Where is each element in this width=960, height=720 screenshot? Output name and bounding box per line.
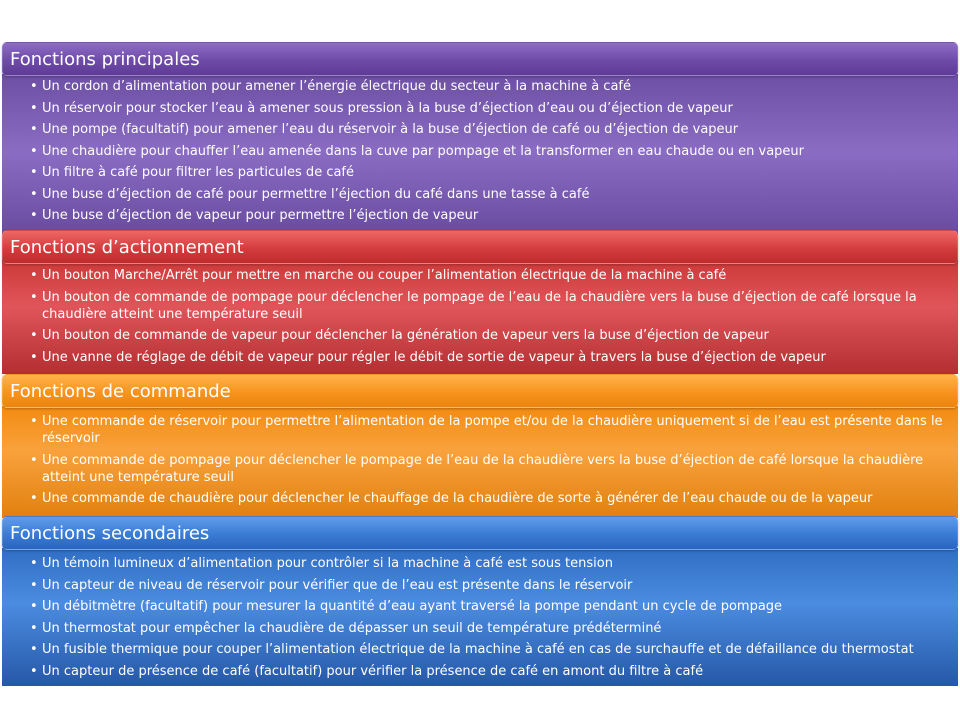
list-item: • Un réservoir pour stocker l’eau à amener sous pression à la buse d’éjection d’eau ou d’éjection de vapeur	[30, 100, 946, 117]
list-item: • Un témoin lumineux d’alimentation pour contrôler si la machine à café est sous tension	[30, 555, 946, 572]
list-item: • Une pompe (facultatif) pour amener l’eau du réservoir à la buse d’éjection de café ou d’éjection de vapeur	[30, 121, 946, 138]
list-item: • Un capteur de présence de café (facultatif) pour vérifier la présence de café en amont du filtre à café	[30, 663, 946, 680]
section-body	[2, 406, 958, 518]
list-item: • Une commande de réservoir pour permettre l’alimentation de la pompe et/ou de la chaudière uniquement si de l’eau est présente dans le réservoir	[30, 413, 946, 447]
list-item: • Une commande de chaudière pour déclencher le chauffage de la chaudière de sorte à générer de l’eau chaude ou de la vapeur	[30, 490, 946, 507]
list-item: • Un fusible thermique pour couper l’alimentation électrique de la machine à café en cas de surchauffe et de défaillance du thermostat	[30, 641, 946, 658]
section-title: Fonctions secondaires	[2, 516, 958, 550]
list-item: • Un thermostat pour empêcher la chaudière de dépasser un seuil de température prédéterminé	[30, 620, 946, 637]
item-list	[30, 78, 946, 224]
section-title: Fonctions principales	[2, 42, 958, 76]
list-item: • Un bouton de commande de pompage pour déclencher le pompage de l’eau de la chaudière vers la buse d’éjection de café lorsque la chaudière atteint une température seuil	[30, 289, 946, 323]
list-item: • Un débitmètre (facultatif) pour mesurer la quantité d’eau ayant traversé la pompe pendant un cycle de pompage	[30, 598, 946, 615]
list-item: • Une buse d’éjection de café pour permettre l’éjection du café dans une tasse à café	[30, 186, 946, 203]
list-item: • Un capteur de niveau de réservoir pour vérifier que de l’eau est présente dans le réservoir	[30, 577, 946, 594]
list-item: • Un cordon d’alimentation pour amener l’énergie électrique du secteur à la machine à café	[30, 78, 946, 95]
list-item: • Un bouton Marche/Arrêt pour mettre en marche ou couper l’alimentation électrique de la machine à café	[30, 267, 946, 284]
list-item: • Une commande de pompage pour déclencher le pompage de l’eau de la chaudière vers la buse d’éjection de café lorsque la chaudière atteint une température seuil	[30, 452, 946, 486]
list-item: • Une vanne de réglage de débit de vapeur pour régler le débit de sortie de vapeur à travers la buse d’éjection de vapeur	[30, 349, 946, 366]
section-body	[2, 548, 958, 686]
list-item: • Un bouton de commande de vapeur pour déclencher la génération de vapeur vers la buse d’éjection de vapeur	[30, 327, 946, 344]
item-list	[30, 413, 946, 507]
section-body	[2, 262, 958, 374]
item-list	[30, 267, 946, 366]
list-item: • Une chaudière pour chauffer l’eau amenée dans la cuve par pompage et la transformer en eau chaude ou en vapeur	[30, 143, 946, 160]
section-title: Fonctions de commande	[2, 374, 958, 408]
list-item: • Une buse d’éjection de vapeur pour permettre l’éjection de vapeur	[30, 207, 946, 224]
list-item: • Un filtre à café pour filtrer les particules de café	[30, 164, 946, 181]
section-title: Fonctions d’actionnement	[2, 230, 958, 264]
item-list	[30, 555, 946, 680]
